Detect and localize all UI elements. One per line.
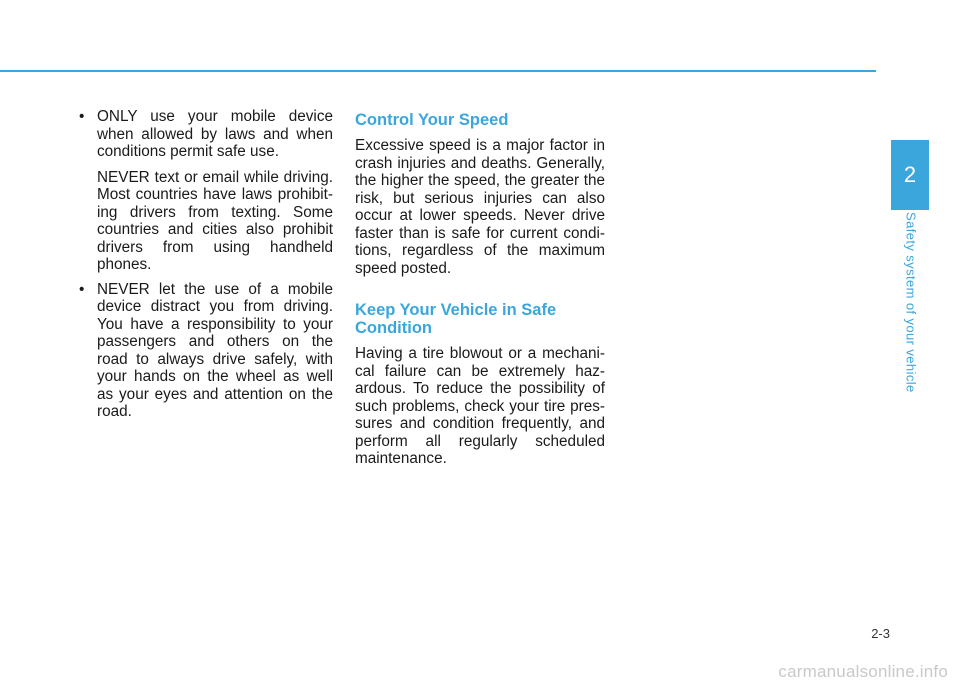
texting-warning-paragraph: NEVER text or email while driving. Most countries have laws prohibit-ing drivers from texting. Some countries and cities also prohibit drivers from using handheld phones. (97, 168, 333, 273)
chapter-title-tab (903, 212, 919, 402)
page-number: 2-3 (871, 626, 890, 641)
safe-condition-paragraph: Having a tire blowout or a mechani-cal failure can be extremely haz-ardous. To reduce the possibility of such problems, check your tire pres-sures and condition frequently, and perform all regularly scheduled maintenance. (355, 345, 605, 467)
heading-control-speed: Control Your Speed (355, 111, 509, 129)
middle-column (355, 108, 605, 468)
bullet-mobile-device-use: • ONLY use your mobile device when allowed by laws and when conditions permit safe use. (77, 108, 333, 161)
heading-safe-condition: Keep Your Vehicle in Safe Condition (355, 301, 557, 337)
chapter-number-tab: 2 (891, 140, 929, 210)
watermark: carmanualsonline.info (778, 662, 948, 681)
control-speed-paragraph: Excessive speed is a major factor in crash injuries and deaths. Generally, the higher the speed, the greater the risk, but serious injuries can also occur at lower speeds. Never drive faster than is safe for current condi-tions, regardless of the maximum speed posted. (355, 137, 605, 277)
chapter-title-text: Safety system of your vehicle (903, 212, 919, 393)
bullet-mobile-distraction: • NEVER let the use of a mobile device distract you from driving. You have a responsibility to your passengers and others on the road to always drive safely, with your hands on the wheel as well as your eyes and attention on the road. (77, 281, 333, 421)
header-rule (0, 70, 876, 72)
left-column (77, 108, 333, 421)
